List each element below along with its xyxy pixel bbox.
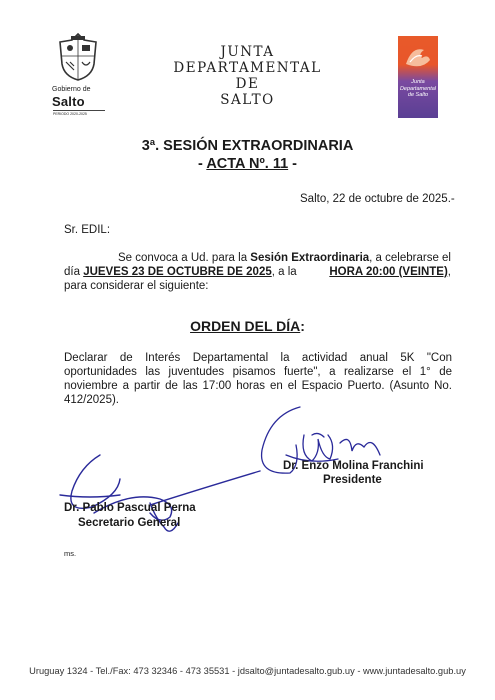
sesion-title: 3ª. SESIÓN EXTRAORDINARIA	[141, 138, 354, 154]
handwritten-signatures	[0, 395, 495, 555]
gobierno-salto-label: Salto	[52, 94, 85, 109]
right-logo-line-3: de Salto	[407, 92, 429, 98]
gobierno-label: Gobierno de	[52, 86, 91, 93]
salutation: Sr. EDIL:	[64, 224, 111, 236]
right-logo-line-1: Junta	[411, 79, 425, 85]
orden-del-dia-colon: :	[300, 318, 305, 334]
presidente-title: Presidente	[323, 474, 382, 486]
acta-number: ACTA Nº. 11	[206, 156, 289, 172]
convocatoria-text-1: Se convoca a Ud. para la	[117, 252, 251, 264]
logo-flame-icon	[398, 36, 438, 76]
document-date: Salto, 22 de octubre de 2025.-	[300, 193, 455, 205]
gobierno-periodo-label: PERIODO 2020-2025	[53, 110, 105, 116]
convocatoria-line-2-left	[64, 265, 297, 279]
footer-contact: Uruguay 1324 - Tel./Fax: 473 32346 - 473 35531 - jdsalto@juntadesalto.gub.uy - www.juntadesalto.gub.uy	[29, 666, 466, 676]
acta-title	[0, 156, 495, 172]
secretario-name: Dr. Pablo Pascual Perna	[64, 502, 196, 514]
convocatoria-text-3: día	[64, 266, 84, 278]
gobierno-salto-shield-logo	[56, 32, 100, 82]
acta-prefix: -	[197, 156, 207, 172]
junta-title-line-2: DEPARTAMENTAL	[173, 60, 322, 76]
convocatoria-text-2: , a celebrarse el	[369, 252, 451, 264]
right-logo-text	[398, 79, 438, 99]
convocatoria-line-2-right	[329, 265, 451, 279]
typist-initials: ms.	[64, 549, 77, 558]
right-logo-line-2: Departamental	[399, 85, 437, 92]
convocatoria-line-1	[64, 251, 451, 265]
junta-title-line-3: DE	[235, 76, 260, 92]
session-date-highlight: JUEVES 23 DE OCTUBRE DE 2025	[83, 266, 272, 278]
orden-del-dia-text: ORDEN DEL DÍA	[190, 318, 301, 334]
convocatoria-line-3: para considerar el siguiente:	[64, 280, 209, 292]
orden-del-dia-heading	[0, 318, 495, 334]
convocatoria-text-5: ,	[447, 266, 451, 278]
sesion-extraordinaria-bold: Sesión Extraordinaria	[250, 252, 370, 264]
presidente-name: Dr. Enzo Molina Franchini	[283, 460, 424, 472]
junta-departamental-title	[160, 44, 335, 108]
secretario-title: Secretario General	[78, 517, 181, 529]
junta-title-line-1: JUNTA	[220, 44, 275, 60]
convocatoria-text-4: , a la	[271, 266, 297, 278]
junta-title-line-4: SALTO	[220, 92, 275, 108]
junta-departamental-logo	[398, 36, 438, 118]
convocatoria-paragraph	[64, 251, 451, 293]
acta-suffix: -	[288, 156, 298, 172]
session-time-highlight: HORA 20:00 (VEINTE)	[329, 266, 448, 278]
convocatoria-line-2	[64, 265, 451, 279]
asunto-paragraph: Declarar de Interés Departamental la actividad anual 5K "Con oportunidades las juventudes pisamos fuerte", a realizarse el 1° de noviembre a partir de las 17:00 horas en el Espacio Puerto. (Asunto No. 412/2025).	[64, 352, 452, 406]
